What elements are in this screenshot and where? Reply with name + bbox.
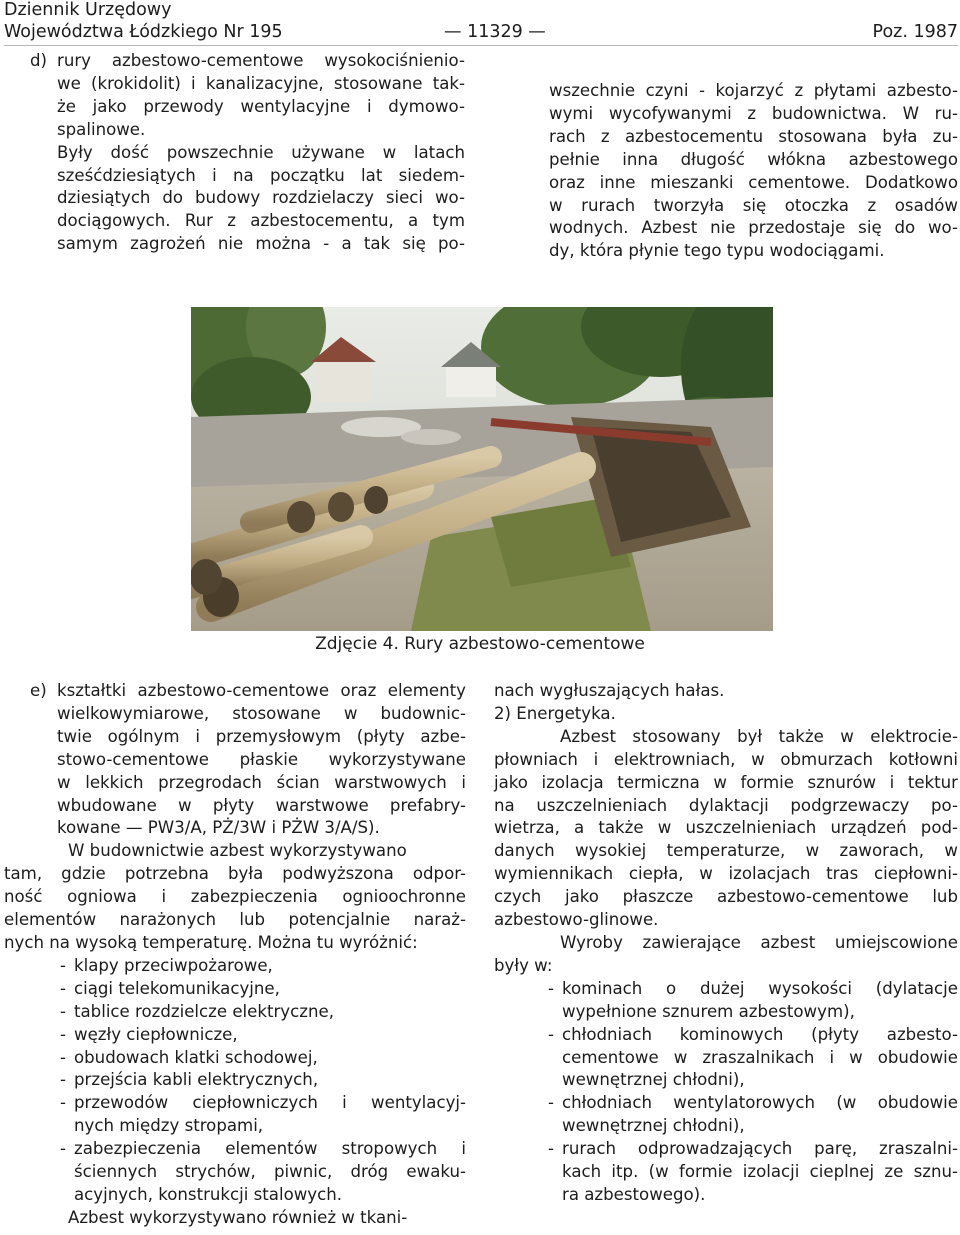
section-heading-energetyka: 2) Energetyka. — [494, 703, 616, 723]
text-line: oraz inne mieszanki cementowe. Dodatkowo — [549, 172, 958, 192]
text-line: dy, która płynie tego typu wodociągami. — [549, 241, 885, 261]
list-item-line: - przewodów ciepłowniczych i wentylacyj- — [74, 1093, 466, 1113]
list-item — [56, 955, 466, 978]
list-item — [56, 978, 466, 1001]
list-item-line: ra azbestowego). — [562, 1184, 706, 1204]
list-item-line: - węzły ciepłownicze, — [74, 1024, 238, 1044]
text-line: nych na wysoką temperaturę. Można tu wyróżnić: — [4, 932, 418, 952]
text-line: jako izolacja termiczna w formie sznurów i tektur — [494, 772, 958, 792]
item-d-line: spalinowe. — [57, 119, 146, 139]
top-left-paragraph — [30, 142, 465, 257]
item-d — [30, 50, 465, 142]
item-e — [30, 680, 466, 840]
list-item-line: kach itp. (w formie izolacji cieplnej ze sznu- — [562, 1162, 958, 1182]
text-line: nach wygłuszających hałas. — [494, 681, 725, 700]
text-line: wymiennikach ciepła, w izolacjach tras ciepłowni- — [494, 864, 958, 884]
item-e-line: wielkowymiarowe, stosowane w budownic- — [57, 703, 466, 723]
list-item — [56, 1047, 466, 1070]
energy-list — [544, 978, 958, 1207]
text-line: tam, gdzie potrzebna była podwyższona odpor- — [4, 864, 466, 884]
text-line: płowniach i elektrowniach, w obmurzach kotłowni — [494, 749, 958, 769]
text-line: Były dość powszechnie używane w latach — [57, 142, 465, 162]
text-line: wodnych. Azbest nie przedostaje się do wo- — [549, 218, 958, 238]
list-item — [56, 1138, 466, 1207]
bottom-left-paragraph — [4, 840, 466, 955]
text-line: dociągowych. Rur z azbestocementu, a tym — [57, 211, 465, 231]
list-item-line: - kominach o dużej wysokości (dylatacje — [562, 978, 958, 998]
list-item-line: - chłodniach wentylatorowych (w obudowie — [562, 1093, 958, 1113]
photo-asbestos-pipes — [191, 307, 773, 631]
list-item-line: wypełnione sznurem azbestowym), — [562, 1001, 855, 1021]
text-line: elementów narażonych lub potencjalnie naraż- — [4, 910, 466, 930]
item-e-line: wbudowane w płyty warstwowe prefabry- — [57, 795, 466, 815]
list-item — [544, 1138, 958, 1207]
list-item-line: - rurach odprowadzających parę, zraszalni- — [562, 1139, 958, 1159]
item-e-line: kształtki azbestowo-cementowe oraz elementy — [57, 681, 466, 700]
text-line: samym zagrożeń nie można - a tak się po- — [57, 234, 465, 254]
text-line: wymi wycofywanymi z budownictwa. W ru- — [549, 103, 958, 123]
list-item-line: wewnętrznej chłodni), — [562, 1116, 745, 1136]
text-line: danych wysokiej temperaturze, w zaworach, w — [494, 841, 958, 861]
list-item-line: - zabezpieczenia elementów stropowych i — [74, 1139, 466, 1159]
item-e-line: twie ogólnym i przemysłowym (płyty azbe- — [57, 726, 466, 746]
text-line: rach z azbestocementu stosowana była zu- — [549, 126, 958, 146]
journal-title: Dziennik Urzędowy — [4, 0, 172, 20]
position-number: Poz. 1987 — [872, 22, 958, 42]
text-line: dziesiątych do budowy rozdzielaczy sieci wo- — [57, 188, 465, 208]
list-item-line: - klapy przeciwpożarowe, — [74, 955, 273, 975]
page-number: — 11329 — — [444, 22, 546, 42]
list-item — [56, 1001, 466, 1024]
text-line: Wyroby zawierające azbest umiejscowione — [560, 932, 958, 952]
photo-caption: Zdjęcie 4. Rury azbestowo-cementowe — [315, 634, 645, 654]
text-line: sześćdziesiątych i na początku lat siedem- — [57, 165, 465, 185]
item-e-line: w lekkich przegrodach ścian warstwowych i — [57, 772, 466, 792]
text-line: azbestowo-glinowe. — [494, 910, 659, 930]
journal-region: Województwa Łódzkiego Nr 195 — [4, 22, 283, 42]
item-d-line: że jako przewody wentylacyjne i dymowo- — [57, 96, 465, 116]
text-line: pełnie inna długość włókna azbestowego — [549, 149, 958, 169]
list-item — [56, 1024, 466, 1047]
item-d-line: rury azbestowo-cementowe wysokociśnienio- — [57, 51, 465, 70]
text-line: wszechnie czyni - kojarzyć z płytami azbesto- — [549, 81, 958, 100]
text-line: na uszczelnieniach dylaktacji podgrzewaczy po- — [494, 795, 958, 815]
list-item — [544, 1024, 958, 1093]
text-line: Azbest stosowany był także w elektrocie- — [560, 726, 958, 746]
list-item — [544, 978, 958, 1024]
list-item — [56, 1069, 466, 1092]
list-item-line: wewnętrznej chłodni), — [562, 1070, 745, 1090]
text-line: w rurach tworzyła się otoczka z osadów — [549, 195, 958, 215]
list-item-line: - ciągi telekomunikacyjne, — [74, 978, 280, 998]
bottom-left-column — [4, 680, 466, 1230]
item-e-line: kowane — PW3/A, PŻ/3W i PŻW 3/A/S). — [57, 818, 380, 838]
bottom-right-column — [494, 680, 958, 1207]
text-line: ność ogniowa i zabezpieczenia ognioochronne — [4, 887, 466, 907]
list-item-line: nych między stropami, — [74, 1116, 264, 1136]
list-item-line: ściennych strychów, piwnic, dróg ewaku- — [74, 1162, 466, 1182]
text-line: W budownictwie azbest wykorzystywano — [68, 841, 407, 861]
photo-illustration — [191, 307, 773, 631]
top-right-column — [549, 80, 958, 263]
list-item-line: cementowe w zraszalnikach i w obudowie — [562, 1047, 958, 1067]
fire-protection-list — [56, 955, 466, 1207]
list-item-line: - chłodniach kominowych (płyty azbesto- — [562, 1024, 958, 1044]
list-item-line: acyjnych, konstrukcji stalowych. — [74, 1184, 343, 1204]
list-item-line: - przejścia kabli elektrycznych, — [74, 1070, 319, 1090]
text-line: czych jako płaszcze azbestowo-cementowe lub — [494, 887, 958, 907]
item-e-marker: e) — [30, 681, 47, 700]
top-left-column — [30, 50, 465, 256]
item-d-line: we (krokidolit) i kanalizacyjne, stosowane tak- — [57, 73, 465, 93]
text-line: były w: — [494, 955, 553, 975]
list-item-line: - obudowach klatki schodowej, — [74, 1047, 318, 1067]
item-e-line: stowo-cementowe płaskie wykorzystywane — [57, 749, 466, 769]
header-rule — [4, 45, 958, 46]
closing-line: Azbest wykorzystywano również w tkani- — [68, 1207, 408, 1227]
list-item — [56, 1092, 466, 1138]
list-item-line: - tablice rozdzielcze elektryczne, — [74, 1001, 334, 1021]
item-d-marker: d) — [30, 51, 48, 70]
text-line: wietrza, a także w uszczelnieniach urządzeń pod- — [494, 818, 958, 838]
list-item — [544, 1092, 958, 1138]
